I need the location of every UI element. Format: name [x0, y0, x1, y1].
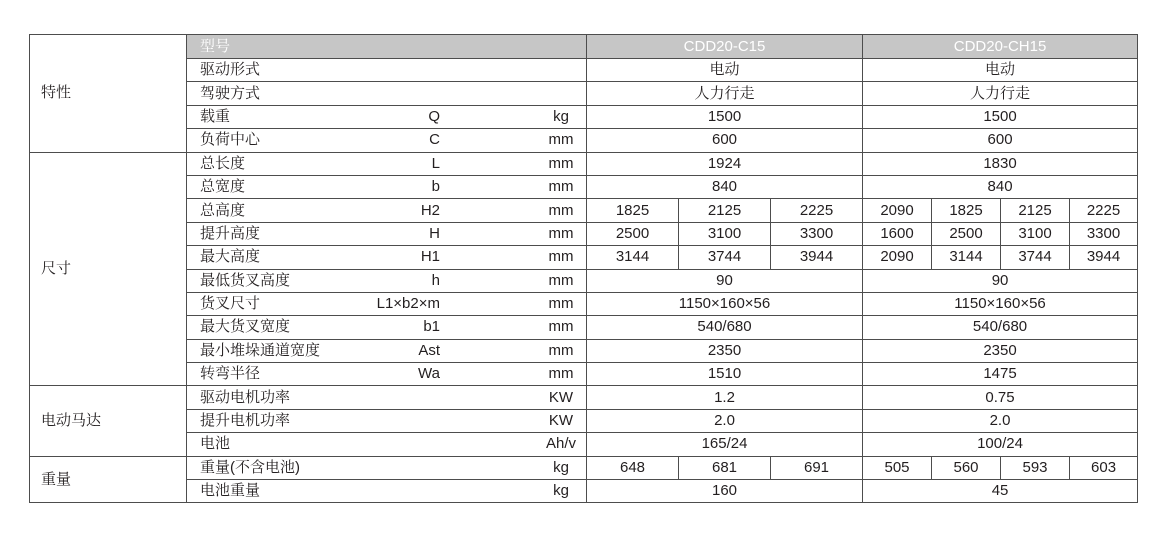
spec-unit: kg — [553, 482, 569, 500]
spec-symbol: Ast — [418, 341, 440, 359]
spec-item-cell — [187, 386, 587, 409]
value-cell-a: 600 — [587, 129, 863, 152]
value-cell-b: 600 — [863, 129, 1138, 152]
value-cell-a: 电动 — [587, 59, 863, 82]
model-label-cell — [187, 35, 587, 59]
spec-item-cell — [187, 222, 587, 245]
spec-item-cell — [187, 152, 587, 175]
spec-symbol: L — [431, 154, 440, 172]
model-label: 型号 — [200, 37, 231, 55]
spec-item-cell — [187, 409, 587, 432]
value-cell-b: 2090 — [863, 199, 932, 222]
spec-unit: kg — [553, 107, 569, 125]
spec-row — [30, 292, 1138, 315]
spec-symbol: H — [429, 224, 440, 242]
spec-item-cell — [187, 480, 587, 503]
value-cell-b: 2125 — [1001, 199, 1070, 222]
value-cell-b: 603 — [1070, 456, 1138, 479]
spec-name: 总长度 — [200, 154, 246, 172]
spec-item-cell — [187, 339, 587, 362]
spec-unit: mm — [548, 248, 574, 266]
value-cell-a: 681 — [679, 456, 771, 479]
spec-unit: mm — [548, 365, 574, 383]
value-cell-b: 540/680 — [863, 316, 1138, 339]
value-cell-a: 90 — [587, 269, 863, 292]
spec-unit: mm — [548, 224, 574, 242]
spec-unit: Ah/v — [545, 435, 577, 453]
value-cell-a: 3144 — [587, 246, 679, 269]
spec-name: 货叉尺寸 — [200, 295, 261, 313]
value-cell-b: 90 — [863, 269, 1138, 292]
spec-row — [30, 363, 1138, 386]
value-cell-b: 1825 — [932, 199, 1001, 222]
spec-item-cell — [187, 175, 587, 198]
spec-symbol: C — [429, 131, 440, 149]
spec-item-cell — [187, 363, 587, 386]
spec-symbol: h — [431, 271, 440, 289]
value-cell-b: 2225 — [1070, 199, 1138, 222]
value-cell-b: 3300 — [1070, 222, 1138, 245]
value-cell-a: 2125 — [679, 199, 771, 222]
spec-unit: mm — [548, 318, 574, 336]
spec-row — [30, 339, 1138, 362]
value-cell-a: 165/24 — [587, 433, 863, 456]
spec-unit: KW — [548, 412, 574, 430]
spec-symbol: L1×b2×m — [376, 295, 440, 313]
spec-row — [30, 386, 1138, 409]
value-cell-b: 人力行走 — [863, 82, 1138, 105]
spec-item-cell — [187, 433, 587, 456]
spec-symbol: H2 — [420, 201, 440, 219]
spec-row — [30, 105, 1138, 128]
value-cell-b: 1830 — [863, 152, 1138, 175]
value-cell-b: 1600 — [863, 222, 932, 245]
spec-symbol: Wa — [418, 365, 440, 383]
spec-row — [30, 222, 1138, 245]
value-cell-a: 3300 — [771, 222, 863, 245]
spec-item-cell — [187, 59, 587, 82]
value-cell-b: 1475 — [863, 363, 1138, 386]
spec-name: 最大高度 — [200, 248, 261, 266]
spec-name: 驱动电机功率 — [200, 388, 291, 406]
spec-row — [30, 433, 1138, 456]
spec-name: 最小堆垛通道宽度 — [200, 341, 321, 359]
value-cell-a: 2225 — [771, 199, 863, 222]
value-cell-a: 3744 — [679, 246, 771, 269]
spec-unit: KW — [548, 388, 574, 406]
spec-symbol: b — [431, 178, 440, 196]
value-cell-a: 1150×160×56 — [587, 292, 863, 315]
spec-row — [30, 409, 1138, 432]
spec-name: 提升电机功率 — [200, 412, 291, 430]
spec-item-cell — [187, 269, 587, 292]
spec-symbol: Q — [428, 107, 440, 125]
spec-name: 最大货叉宽度 — [200, 318, 291, 336]
spec-row — [30, 480, 1138, 503]
header-row — [30, 35, 1138, 59]
spec-name: 提升高度 — [200, 224, 261, 242]
spec-name: 驱动形式 — [200, 61, 261, 79]
spec-unit: mm — [548, 341, 574, 359]
spec-name: 电池重量 — [200, 482, 261, 500]
spec-row — [30, 199, 1138, 222]
spec-name: 总宽度 — [200, 178, 246, 196]
spec-unit: mm — [548, 154, 574, 172]
category-cell-dimensions: 尺寸 — [30, 152, 187, 386]
value-cell-b: 0.75 — [863, 386, 1138, 409]
value-cell-a: 2350 — [587, 339, 863, 362]
spec-name: 总高度 — [200, 201, 246, 219]
value-cell-b: 3144 — [932, 246, 1001, 269]
category-cell-weight: 重量 — [30, 456, 187, 503]
value-cell-b: 840 — [863, 175, 1138, 198]
model-b-header: CDD20-CH15 — [863, 35, 1138, 59]
value-cell-a: 691 — [771, 456, 863, 479]
spec-item-cell — [187, 246, 587, 269]
category-cell-motor: 电动马达 — [30, 386, 187, 456]
value-cell-b: 1500 — [863, 105, 1138, 128]
value-cell-a: 1.2 — [587, 386, 863, 409]
spec-row — [30, 316, 1138, 339]
spec-item-cell — [187, 129, 587, 152]
value-cell-b: 3744 — [1001, 246, 1070, 269]
value-cell-b: 3100 — [1001, 222, 1070, 245]
spec-row — [30, 129, 1138, 152]
value-cell-b: 45 — [863, 480, 1138, 503]
value-cell-b: 100/24 — [863, 433, 1138, 456]
value-cell-a: 1500 — [587, 105, 863, 128]
spec-unit: mm — [548, 178, 574, 196]
spec-name: 载重 — [200, 107, 231, 125]
spec-name: 最低货叉高度 — [200, 271, 291, 289]
model-a-header: CDD20-C15 — [587, 35, 863, 59]
value-cell-a: 3944 — [771, 246, 863, 269]
value-cell-b: 电动 — [863, 59, 1138, 82]
value-cell-a: 人力行走 — [587, 82, 863, 105]
spec-item-cell — [187, 82, 587, 105]
spec-item-cell — [187, 199, 587, 222]
spec-item-cell — [187, 316, 587, 339]
spec-row — [30, 175, 1138, 198]
spec-item-cell — [187, 292, 587, 315]
value-cell-b: 3944 — [1070, 246, 1138, 269]
spec-unit: mm — [548, 201, 574, 219]
spec-unit: mm — [548, 131, 574, 149]
value-cell-b: 593 — [1001, 456, 1070, 479]
spec-row — [30, 59, 1138, 82]
spec-item-cell — [187, 456, 587, 479]
spec-unit: mm — [548, 295, 574, 313]
spec-row — [30, 456, 1138, 479]
value-cell-a: 2.0 — [587, 409, 863, 432]
value-cell-a: 1825 — [587, 199, 679, 222]
value-cell-a: 160 — [587, 480, 863, 503]
value-cell-b: 1150×160×56 — [863, 292, 1138, 315]
spec-symbol: b1 — [423, 318, 440, 336]
spec-symbol: H1 — [420, 248, 440, 266]
value-cell-a: 1510 — [587, 363, 863, 386]
spec-row — [30, 82, 1138, 105]
spec-name: 重量(不含电池) — [200, 458, 300, 476]
value-cell-a: 3100 — [679, 222, 771, 245]
category-cell-features: 特性 — [30, 35, 187, 153]
value-cell-b: 2.0 — [863, 409, 1138, 432]
spec-item-cell — [187, 105, 587, 128]
value-cell-a: 540/680 — [587, 316, 863, 339]
spec-row — [30, 269, 1138, 292]
spec-unit: kg — [553, 458, 569, 476]
spec-name: 驾驶方式 — [200, 84, 261, 102]
spec-table — [29, 34, 1138, 503]
value-cell-b: 505 — [863, 456, 932, 479]
value-cell-b: 2090 — [863, 246, 932, 269]
value-cell-a: 2500 — [587, 222, 679, 245]
spec-name: 负荷中心 — [200, 131, 261, 149]
spec-row — [30, 152, 1138, 175]
spec-table-body — [30, 35, 1138, 503]
value-cell-a: 648 — [587, 456, 679, 479]
value-cell-a: 1924 — [587, 152, 863, 175]
value-cell-b: 2350 — [863, 339, 1138, 362]
value-cell-a: 840 — [587, 175, 863, 198]
spec-name: 转弯半径 — [200, 365, 261, 383]
value-cell-b: 560 — [932, 456, 1001, 479]
spec-unit: mm — [548, 271, 574, 289]
spec-name: 电池 — [200, 435, 231, 453]
spec-row — [30, 246, 1138, 269]
value-cell-b: 2500 — [932, 222, 1001, 245]
